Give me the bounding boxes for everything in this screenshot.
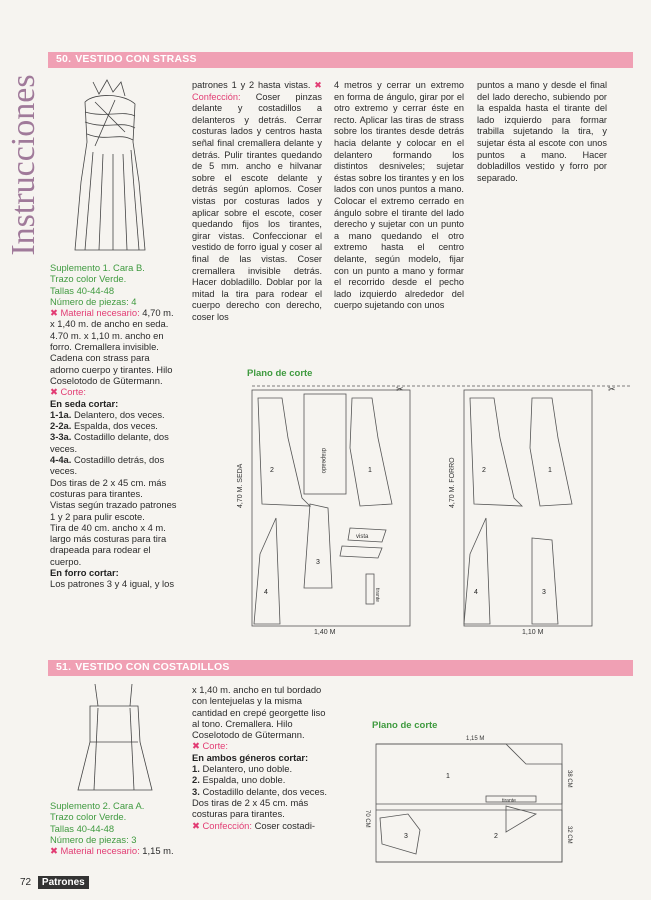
scissors-icon: ✂ [608, 384, 616, 394]
svg-text:3: 3 [404, 833, 408, 840]
svg-text:4: 4 [264, 589, 268, 596]
forro-width-label: 1,10 M [522, 629, 544, 636]
section-50-col2: patrones 1 y 2 hasta vistas. ✖ Confección: Coser pinzas delante y costadillos a delanteros y detrás. Cerrar costuras lados y centros hasta señal final cremallera delante y detrás. Pulir tirantes quedando de 5 mm. ancho e hilvanar sobre el escote delante y detrás según aplomos. Coser vistas por costuras lados y aplicar sobre el escote, coser quedando fijos los tirantes, girar vistas. Confeccionar el vestido de forro igual y coser al final de las vistas. Coser cremallera invisible detrás. Hacer dobladillo. Doblar por la mitad la tira para rodear el cuerpo derecho con derecho, coser los [192, 80, 322, 322]
seda-axis-label: 4,70 M. SEDA [237, 463, 244, 508]
section-51-col1: Suplemento 2. Cara A. Trazo color Verde. Tallas 40-44-48 Número de piezas: 3 ✖ Material necesario: 1,15 m. [50, 800, 178, 856]
section-51-col2: x 1,40 m. ancho en tul bordado con lentejuelas y la misma cantidad en crepé georgette liso al tono. Cremallera. Hilo Coselotodo de Gütermann. ✖ Corte: En ambos géneros cortar: 1. Delantero, uno doble. 2. Espalda, uno doble. 3. Costadillo delante, dos veces. Dos tiras de 2 x 45 cm. más costuras para tirantes. ✖ Confección: Coser costadi- [192, 684, 332, 831]
width-label: 1,15 M [466, 736, 485, 742]
piece-item: 3. Costadillo delante, dos veces. [192, 785, 327, 797]
section-51-header: 51. VESTIDO CON COSTADILLOS [48, 660, 633, 676]
material-label: ✖ Material necesario: [50, 307, 140, 319]
svg-text:38 CM: 38 CM [566, 770, 572, 788]
corte-label: ✖ Corte: [50, 386, 86, 398]
piece-item: 2-2a. Espalda, dos veces. [50, 420, 158, 432]
plano-corte-51 [356, 734, 586, 866]
vista-label: vista [356, 534, 369, 540]
extra-text: Tira de 40 cm. ancho x 4 m. largo más costuras para tira drapeada para rodear el cuerpo. [50, 521, 167, 567]
svg-text:1: 1 [446, 773, 450, 780]
svg-text:2: 2 [270, 467, 274, 474]
dress-50-illustration [55, 72, 165, 257]
svg-text:2: 2 [494, 833, 498, 840]
piece-item: 1. Delantero, uno doble. [192, 763, 293, 775]
extra-text: Vistas según trazado patrones 1 y 2 para pulir escote. [50, 499, 177, 522]
seda-label: En seda cortar: [50, 397, 119, 409]
svg-text:4: 4 [474, 589, 478, 596]
brand-logo: Patrones [38, 876, 89, 889]
section-50-col1 [50, 262, 178, 590]
trazo: Trazo color Verde. [50, 811, 127, 823]
svg-text:1: 1 [368, 467, 372, 474]
piezas: Número de piezas: 4 [50, 295, 137, 307]
drapeado-label: drapeado [320, 448, 326, 474]
dress-51-illustration [60, 682, 170, 794]
page-footer [20, 877, 89, 888]
forro-label: En forro cortar: [50, 567, 119, 579]
piezas: Número de piezas: 3 [50, 833, 137, 845]
suplemento: Suplemento 1. Cara B. [50, 262, 145, 273]
svg-text:32 CM: 32 CM [566, 826, 572, 844]
material-text: 4,70 m. x 1,40 m. de ancho en seda. 4.70 m. x 1,10 m. ancho en forro. Cremallera invisible. Cadena con strass para adorno cuerpo y tirantes. Hilo Coselotodo de Gütermann. [50, 307, 174, 386]
piece-item: 4-4a. Costadillo detrás, dos veces. [50, 454, 165, 477]
piece-item: 2. Espalda, uno doble. [192, 774, 286, 786]
section-50-col4: puntos a mano y desde el final del lado derecho, subiendo por la espalda hasta el tirante del lado izquierdo para formar trabilla sujetando la tira, y sujetar ésta al escote con unos puntos a mano. Hacer dobladillos vestido y forro por separado. [477, 80, 607, 183]
scissors-icon: ✂ [396, 384, 404, 394]
side-title: Instrucciones [5, 74, 42, 256]
plano-label-50: Plano de corte [247, 368, 313, 379]
forro-axis-label: 4,70 M. FORRO [449, 457, 456, 508]
tallas: Tallas 40-44-48 [50, 822, 115, 834]
section-50-header: 50. VESTIDO CON STRASS [48, 52, 633, 68]
svg-text:2: 2 [482, 467, 486, 474]
section-50-col3: 4 metros y cerrar un extremo en forma de ángulo, girar por el otro extremo y cerrar éste en recto. Aplicar las tiras de strass sobre los tirantes desde detrás hacia delante y colocar en el delantero formando los distintos desniveles; sujetar éstas sobre los tirantes y en los lados con unos puntos a mano. Colocar el extremo cerrado en ángulo sobre el tirante del lado derecho y sujetar con un punto a mano quedando el otro extremo hasta el centro delante, según modelo, fijar con un punto a mano y formar el recorrido desde el pecho lado izquierdo alrededor del cuerpo sujetando con unos [334, 80, 464, 311]
tirante-label: tirante [374, 588, 380, 602]
tallas: Tallas 40-44-48 [50, 284, 115, 296]
seda-width-label: 1,40 M [314, 629, 336, 636]
forro-text: Los patrones 3 y 4 igual, y los [50, 578, 175, 590]
svg-text:3: 3 [316, 559, 320, 566]
suplemento: Suplemento 2. Cara A. [50, 800, 145, 811]
piece-item: 1-1a. Delantero, dos veces. [50, 408, 165, 420]
page-number: 72 [20, 877, 32, 888]
plano-corte-50 [232, 378, 632, 640]
svg-text:1: 1 [548, 467, 552, 474]
left-axis-label: 70 CM [364, 810, 370, 828]
extra-text: Dos tiras de 2 x 45 cm. más costuras para tirantes. [50, 476, 167, 499]
trazo: Trazo color Verde. [50, 273, 127, 285]
svg-text:3: 3 [542, 589, 546, 596]
svg-text:tirante: tirante [502, 798, 516, 804]
piece-item: 3-3a. Costadillo delante, dos veces. [50, 431, 169, 454]
plano-label-51: Plano de corte [372, 720, 438, 731]
